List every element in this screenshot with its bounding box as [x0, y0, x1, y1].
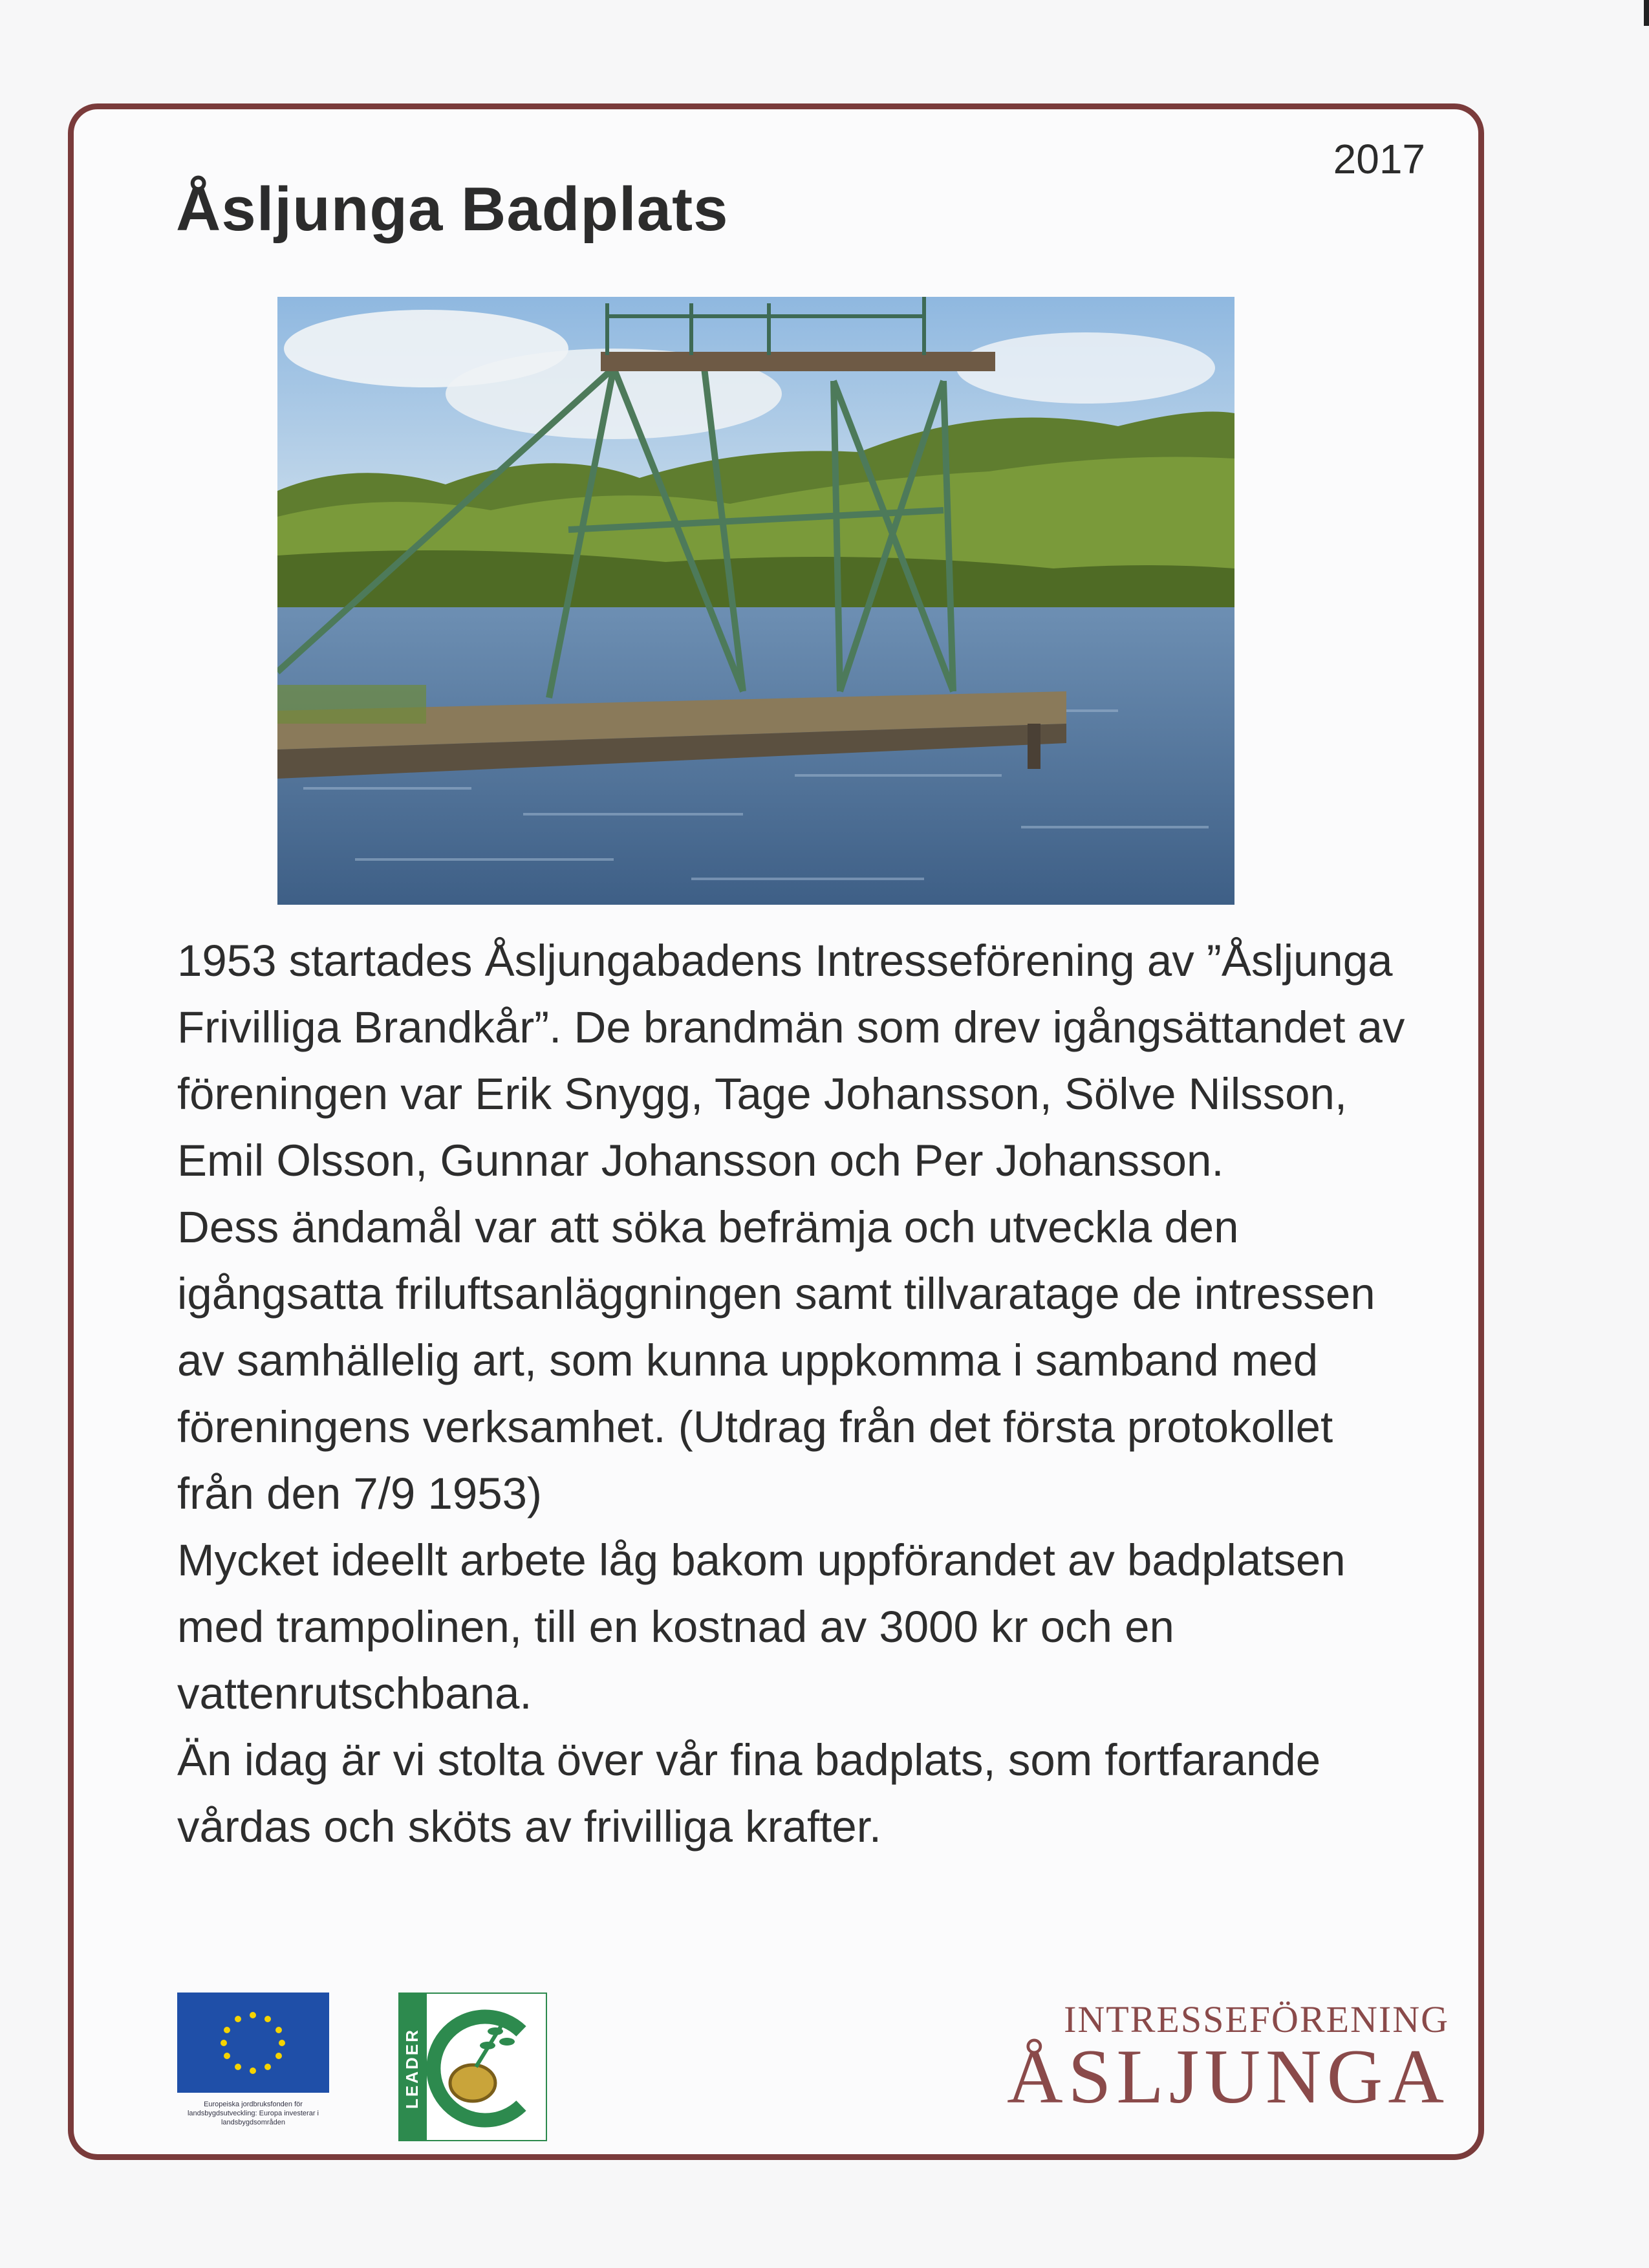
- leader-text: LEADER: [402, 2028, 422, 2109]
- paragraph: Än idag är vi stolta över vår fina badplats, som fortfarande vårdas och sköts av frivilliga krafter.: [177, 1735, 1321, 1852]
- diving-tower-photo: [277, 297, 1234, 905]
- eu-caption: Europeiska jordbruksfonden för landsbygdsutveckling: Europa investerar i landsbygdsområden: [187, 2101, 319, 2126]
- paragraph: Mycket ideellt arbete låg bakom uppförandet av badplatsen med trampolinen, till en kostnad av 3000 kr och en vattenrutschbana.: [177, 1535, 1346, 1718]
- asljunga-brand-logo: [932, 1998, 1449, 2119]
- brand-subtitle: INTRESSEFÖRENING: [1064, 1998, 1449, 2040]
- body-text: [177, 927, 1406, 1860]
- paragraph: Dess ändamål var att söka befrämja och utveckla den igångsatta friluftsanläggningen samt tillvaratage de intressen av samhällelig art, som kunna uppkomma i samband med föreningens verksamhet. (Utdrag från det första protokollet från den 7/9 1953): [177, 1202, 1375, 1518]
- info-card: [68, 103, 1484, 2160]
- eu-logo: [177, 1993, 329, 2127]
- scan-edge: [1644, 0, 1649, 26]
- brand-name: ÅSLJUNGA: [1006, 2033, 1449, 2119]
- year-label: 2017: [1333, 136, 1425, 182]
- eu-flag-icon: [177, 1993, 329, 2093]
- paragraph: 1953 startades Åsljungabadens Intresseförening av ”Åsljunga Frivilliga Brandkår”. De brandmän som drev igångsättandet av föreningen var Erik Snygg, Tage Johansson, Sölve Nilsson, Emil Olsson, Gunnar Johansson och Per Johansson.: [177, 936, 1405, 1185]
- page-title: Åsljunga Badplats: [176, 175, 729, 244]
- leader-logo: [398, 1993, 547, 2141]
